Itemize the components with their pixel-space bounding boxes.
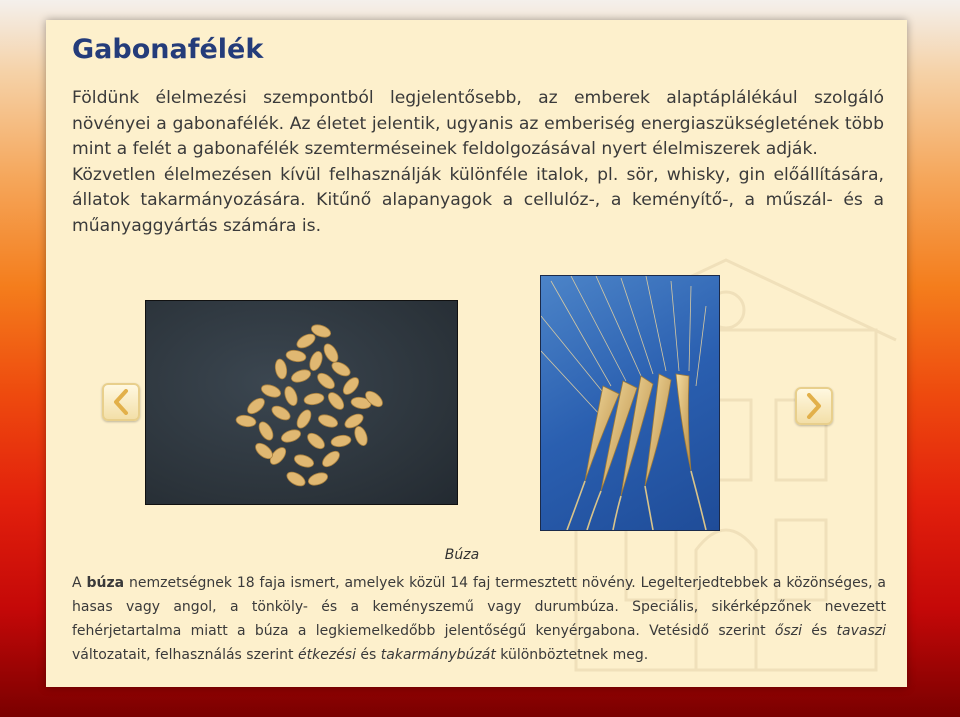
- wheat-grain: [307, 470, 330, 487]
- wheat-grain: [307, 350, 324, 373]
- wheat-grain: [305, 430, 327, 451]
- intro-text: [72, 86, 884, 239]
- wheat-grain: [325, 390, 346, 412]
- next-image-button[interactable]: [795, 387, 833, 425]
- wheat-grain: [330, 434, 352, 448]
- wheat-grains-photo: [145, 300, 458, 505]
- wheat-grain: [295, 331, 318, 351]
- wheat-grain: [294, 408, 314, 431]
- wheat-grain: [285, 469, 308, 489]
- desc-italic-term: étkezési: [298, 647, 356, 663]
- wheat-grain: [282, 385, 299, 408]
- content-panel: [46, 20, 907, 687]
- desc-text: és: [802, 623, 837, 639]
- wheat-grain: [293, 452, 316, 469]
- wheat-ears-photo: [540, 275, 720, 531]
- desc-text: nemzetségnek 18 faja ismert, amelyek közül 14 faj termesztett növény. Legelterjedtebbek a közönséges, a hasas vagy angol, a tönköly- és a keményszemű vagy durumbúza. Speciális, sikérképzőnek nevezett fehérjetartalma miatt a búza a legkiemelkedőbb jelentőségű kenyérgabona. Vetésidő szerint: [72, 575, 886, 639]
- wheat-grain: [290, 367, 313, 384]
- wheat-grain: [260, 382, 283, 399]
- page-title: Gabonafélék: [72, 34, 264, 65]
- desc-text: és: [355, 647, 381, 663]
- description-text: [72, 571, 886, 667]
- desc-italic-term: takarmánybúzát: [380, 647, 496, 663]
- wheat-grain: [285, 349, 307, 363]
- previous-image-button[interactable]: [102, 383, 140, 421]
- desc-bold-term: búza: [86, 575, 125, 591]
- intro-paragraph: Földünk élelmezési szempontból legjelentősebb, az emberek alaptáplálékául szolgáló növényei a gabonafélék. Az életet jelentik, ugyanis az emberiség energiaszükségletének több mint a felét a gabonafélék szemterméseinek feldolgozásával nyert élelmiszerek adják.: [72, 88, 884, 159]
- wheat-grain: [315, 370, 337, 391]
- wheat-grain: [270, 403, 293, 423]
- intro-paragraph: Közvetlen élelmezésen kívül felhasználják különféle italok, pl. sör, whisky, gin előállítására, állatok takarmányozására. Kitűnő alapanyagok a cellulóz-, a keményítő-, a műszál- és a műanyaggyártás számára is.: [72, 164, 884, 236]
- wheat-grain: [320, 448, 342, 469]
- desc-text: különböztetnek meg.: [495, 647, 649, 663]
- wheat-grain: [245, 395, 267, 416]
- desc-italic-term: őszi: [774, 623, 802, 639]
- chevron-left-icon: [112, 389, 130, 415]
- wheat-grain: [256, 420, 276, 443]
- description-paragraph: [72, 571, 886, 667]
- wheat-grain: [352, 425, 369, 448]
- image-caption: Búza: [444, 547, 480, 563]
- wheat-grain: [280, 427, 303, 444]
- wheat-grain: [340, 375, 361, 397]
- wheat-grain: [235, 414, 257, 428]
- wheat-grain: [317, 412, 340, 429]
- wheat-grain: [303, 392, 325, 406]
- wheat-grain: [274, 358, 288, 380]
- chevron-right-icon: [805, 393, 823, 419]
- desc-text: változatait, felhasználás szerint: [72, 647, 298, 663]
- wheat-grain: [321, 342, 341, 365]
- desc-text: A: [72, 575, 87, 591]
- desc-italic-term: tavaszi: [836, 623, 886, 639]
